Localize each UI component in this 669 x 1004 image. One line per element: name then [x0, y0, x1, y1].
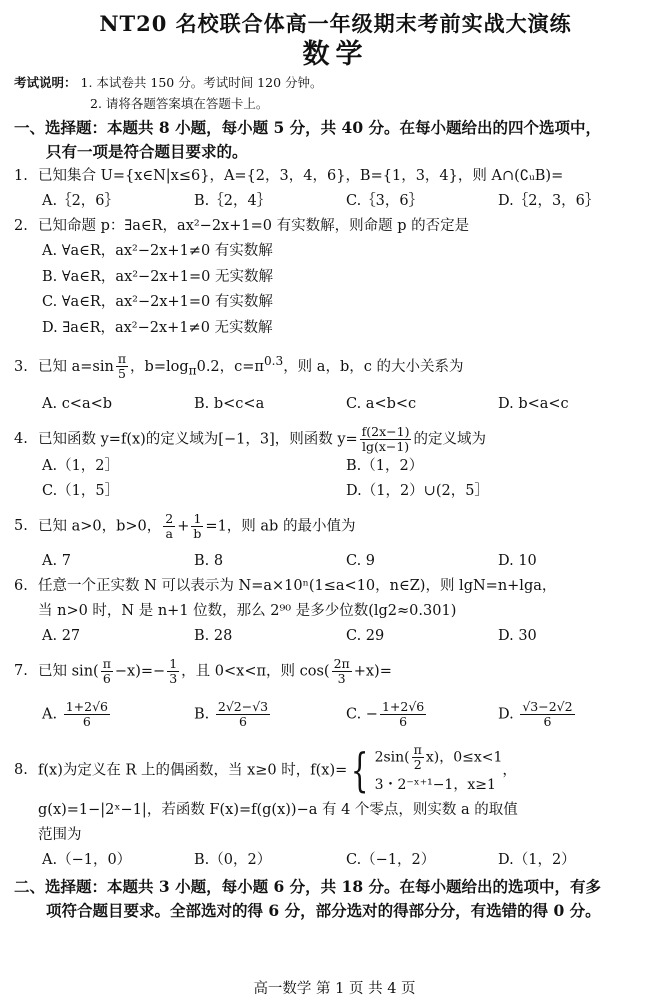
option-b: B. ∀a∈R，ax²−2x+1=0 无实数解 [42, 268, 273, 285]
option-label: B. [194, 706, 210, 723]
option-label: C. − [346, 706, 378, 723]
question-text: =1，则 ab 的最小值为 [205, 518, 356, 535]
question-text: −x)=− [114, 663, 166, 680]
fraction [64, 700, 110, 729]
denominator: 6 [543, 713, 552, 729]
log-base: π [188, 363, 197, 378]
page-footer: 高一数学 第 1 页 共 4 页 [253, 981, 416, 997]
subject-title: 数学 [302, 39, 369, 70]
option-c: C.（1，5］ [42, 482, 120, 499]
denominator: 2 [413, 756, 422, 772]
case-1 [375, 743, 503, 772]
question-text: 0.2，c=π [196, 358, 264, 375]
question-7 [14, 657, 657, 686]
fraction [412, 743, 424, 772]
question-text: 已知函数 y=f(x)的定义域为[−1，3]，则函数 y= [38, 431, 358, 448]
option-a [42, 700, 194, 729]
question-text: 任意一个正实数 N 可以表示为 N=a×10ⁿ(1≤a<10，n∈Z)，则 lgN=n+lga， [38, 577, 557, 594]
plus-sign: + [177, 518, 190, 535]
option-a: A.｛2，6｝ [42, 193, 120, 209]
option-b: B.（0，2） [194, 851, 272, 868]
question-text: 已知 a=sin [38, 358, 114, 375]
option-d: D.（1，2）∪(2，5］ [346, 482, 489, 499]
fraction [216, 700, 270, 729]
question-8-options [14, 848, 657, 873]
question-1 [14, 164, 657, 189]
question-text-continued: 当 n>0 时，N 是 n+1 位数，那么 2⁹⁰ 是多少位数(lg2≈0.301) [38, 602, 457, 619]
question-text: ，则 a，b，c 的大小关系为 [283, 358, 464, 375]
option-d: D. 30 [498, 627, 537, 644]
option-a: A. 27 [42, 627, 81, 644]
piecewise-function [347, 743, 502, 798]
denominator: lg(x−1) [361, 438, 410, 454]
case-text: 2sin( [374, 749, 410, 766]
numerator: √3−2√2 [522, 698, 573, 714]
numerator: f(2x−1) [361, 423, 410, 439]
option-b: B.（1，2） [346, 457, 424, 474]
option-c: C. 29 [346, 627, 385, 644]
fraction [380, 700, 426, 729]
option-c: C.（−1，2） [346, 851, 436, 868]
question-4 [14, 425, 657, 454]
question-number: 7. [14, 663, 28, 680]
question-6-options [14, 624, 657, 649]
fraction [360, 425, 412, 454]
question-7-options [14, 700, 657, 729]
case-2: 3・2⁻ˣ⁺¹−1，x≥1 [374, 776, 496, 793]
fraction [101, 657, 113, 686]
case-text: x)，0≤x<1 [425, 749, 503, 766]
fraction [116, 352, 128, 381]
option-d: D.（1，2） [498, 851, 576, 868]
question-3-options [14, 392, 657, 417]
denominator: 3 [337, 670, 346, 686]
question-text: f(x)为定义在 R 上的偶函数，当 x≥0 时，f(x)= [38, 762, 348, 779]
numerator: π [117, 351, 127, 367]
question-number: 1. [14, 168, 28, 184]
denominator: 3 [169, 670, 178, 686]
option-c: C. 9 [346, 552, 376, 569]
question-5 [14, 512, 657, 541]
option-b [194, 700, 346, 729]
question-number: 8. [14, 762, 28, 779]
numerator: 1+2√6 [381, 698, 425, 714]
exam-note-2: 2. 请将各题答案填在答题卡上。 [90, 96, 269, 111]
question-1-options [14, 189, 657, 214]
option-d [498, 700, 650, 729]
numerator: π [413, 741, 422, 757]
question-text: 已知命题 p：∃a∈R，ax²−2x+1=0 有实数解，则命题 p 的否定是 [38, 218, 470, 234]
question-text: 已知 a>0，b>0， [38, 518, 162, 535]
question-text: ， [502, 762, 517, 779]
option-c [346, 700, 498, 729]
question-8 [14, 743, 657, 848]
fraction [332, 657, 352, 686]
section-1-heading [14, 116, 657, 164]
question-number: 2. [14, 218, 28, 234]
option-c: C.｛3，6｝ [346, 193, 424, 209]
denominator: 6 [82, 713, 91, 729]
brace: { [351, 743, 369, 798]
question-text: 的定义域为 [413, 431, 486, 448]
option-c: C. a<b<c [346, 395, 417, 412]
denominator: 6 [399, 713, 408, 729]
question-text-continued: 范围为 [38, 826, 82, 843]
exam-title: NT20 名校联合体高一年级期末考前实战大演练 [99, 11, 572, 36]
question-6 [14, 574, 657, 624]
question-text: 已知 sin( [38, 663, 99, 680]
question-number: 6. [14, 577, 28, 594]
denominator: a [165, 525, 173, 541]
option-d: D.｛2，3，6｝ [498, 193, 600, 209]
fraction [163, 512, 175, 541]
section-2-line2: 项符合题目要求。全部选对的得 6 分，部分选对的得部分分，有选错的得 0 分。 [46, 900, 601, 920]
exam-note [14, 72, 657, 94]
numerator: 1+2√6 [65, 698, 109, 714]
question-2 [14, 214, 657, 239]
cases [375, 743, 503, 798]
question-number: 3. [14, 358, 28, 375]
question-text: 已知集合 U={x∈N|x≤6}，A={2，3，4，6}，B={1，3，4}，则 A∩(∁ᵤB)= [38, 168, 564, 184]
denominator: 6 [102, 670, 111, 686]
question-number: 4. [14, 431, 28, 448]
numerator: 1 [169, 655, 178, 671]
option-d: D. ∃a∈R，ax²−2x+1≠0 无实数解 [42, 319, 273, 336]
option-d: D. b<a<c [498, 395, 569, 412]
numerator: 1 [191, 512, 203, 527]
section-2-line1: 二、选择题：本题共 3 小题，每小题 6 分，共 18 分。在每小题给出的选项中，有多 [14, 876, 602, 896]
exam-note-label: 考试说明： [14, 75, 77, 90]
question-text: ，b=log [130, 358, 189, 375]
option-a: A.（1，2］ [42, 457, 120, 474]
option-b: B. 8 [194, 552, 224, 569]
denominator: 5 [117, 366, 126, 382]
numerator: 2 [165, 510, 174, 526]
option-a: A. 7 [42, 552, 71, 569]
question-text: +x)= [353, 663, 392, 680]
option-b: B.｛2，4｝ [194, 193, 272, 209]
question-text: ，且 0<x<π，则 cos( [181, 663, 330, 680]
denominator: 6 [239, 713, 247, 729]
option-a: A.（−1，0） [42, 851, 132, 868]
option-b: B. 28 [194, 627, 233, 644]
option-b: B. b<c<a [194, 395, 265, 412]
question-number: 5. [14, 518, 28, 535]
option-c: C. ∀a∈R，ax²−2x+1=0 有实数解 [42, 294, 273, 310]
denominator: b [193, 525, 202, 541]
fraction [520, 700, 574, 729]
section-1-line2: 只有一项是符合题目要求的。 [46, 142, 248, 161]
section-1-line1: 一、选择题：本题共 8 小题，每小题 5 分，共 40 分。在每小题给出的四个选项中， [14, 118, 602, 137]
fraction [167, 657, 179, 686]
numerator: π [102, 655, 111, 671]
question-text-continued: g(x)=1−|2ˣ−1|，若函数 F(x)=f(g(x))−a 有 4 个零点，则实数 a 的取值 [38, 801, 518, 818]
option-label: D. [498, 706, 514, 723]
question-4-options [14, 454, 657, 504]
fraction [191, 512, 203, 541]
exam-note-1: 1. 本试卷共 150 分。考试时间 120 分钟。 [80, 75, 323, 90]
option-label: A. [42, 706, 58, 723]
numerator: 2√2−√3 [217, 698, 269, 714]
question-3 [14, 349, 657, 384]
question-5-options [14, 549, 657, 574]
option-a: A. c<a<b [42, 395, 113, 412]
option-d: D. 10 [498, 552, 537, 569]
numerator: 2π [333, 655, 350, 671]
section-2-heading [14, 875, 657, 923]
exponent: 0.3 [263, 354, 284, 368]
option-a: A. ∀a∈R，ax²−2x+1≠0 有实数解 [42, 243, 273, 259]
